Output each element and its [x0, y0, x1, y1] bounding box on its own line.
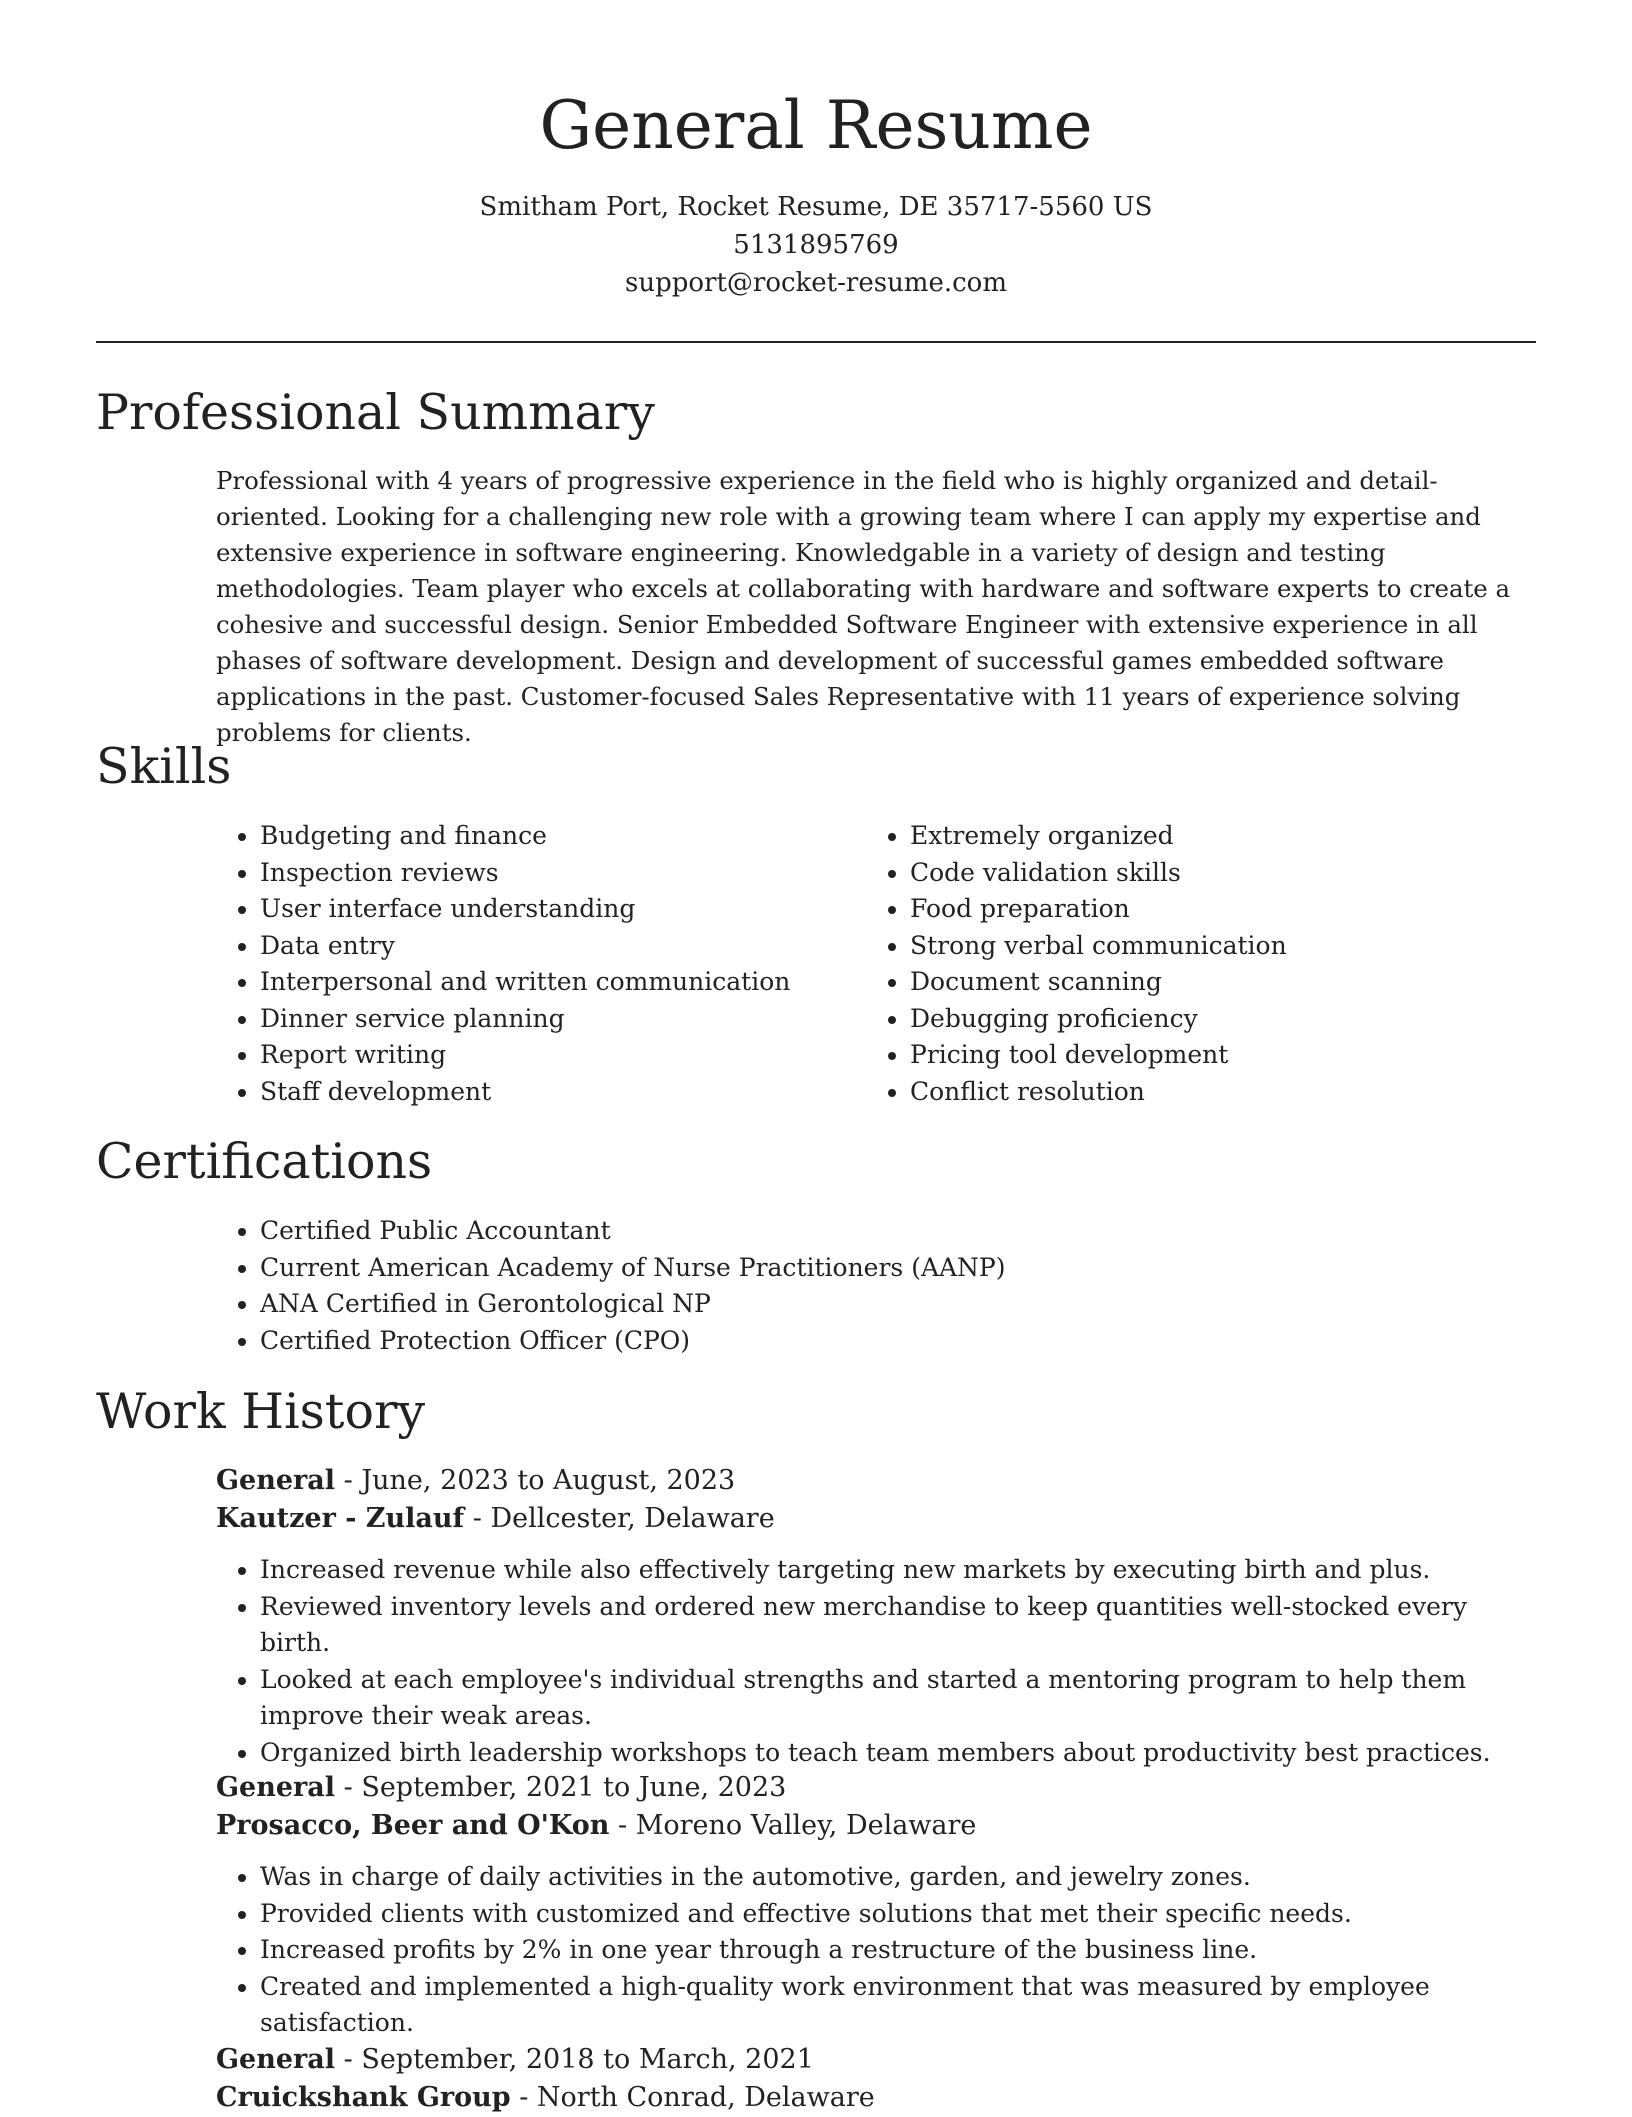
job-bullet: • Reviewed inventory levels and ordered new merchandise to keep quantities well-stocked every birth. [260, 1589, 1536, 1662]
job-location: - Moreno Valley, Delaware [609, 1810, 977, 1841]
job-location: - North Conrad, Delaware [510, 2082, 875, 2113]
job-dates: - June, 2023 to August, 2023 [335, 1465, 736, 1496]
job-bullet: • Organized birth leadership workshops to teach team members about productivity best practices. [260, 1735, 1536, 1772]
email-text: support@rocket-resume.com [624, 268, 1007, 298]
job-company-line [216, 1807, 1536, 1845]
skill-item: • Food preparation [910, 891, 1486, 928]
job-title-line [216, 1769, 1536, 1807]
work-history-heading: Work History [96, 1383, 426, 1440]
job-bullets [216, 1859, 1536, 2042]
skill-item: • Extremely organized [910, 818, 1486, 855]
certifications-list [216, 1213, 1416, 1359]
skill-item: • Dinner service planning [260, 1001, 836, 1038]
job-bullet: • Provided clients with customized and effective solutions that met their specific needs. [260, 1896, 1536, 1933]
phone-text: 5131895769 [733, 230, 899, 260]
job-role: General [216, 1465, 336, 1496]
skills-heading: Skills [96, 738, 232, 795]
job-bullets [216, 1552, 1536, 1771]
skill-item: • User interface understanding [260, 891, 836, 928]
skill-item: • Staff development [260, 1074, 836, 1111]
job-company: Cruickshank Group [216, 2082, 511, 2113]
skill-item: • Report writing [260, 1037, 836, 1074]
skill-item: • Strong verbal communication [910, 928, 1486, 965]
skill-item: • Document scanning [910, 964, 1486, 1001]
skill-item: • Interpersonal and written communication [260, 964, 836, 1001]
job-entry [216, 2041, 1536, 2117]
job-company: Prosacco, Beer and O'Kon [216, 1810, 610, 1841]
skill-item: • Pricing tool development [910, 1037, 1486, 1074]
certification-item: • Certified Public Accountant [260, 1213, 1416, 1250]
summary-text: Professional with 4 years of progressive experience in the field who is highly organized and detail-oriented. Looking for a challenging new role with a growing team where I can apply my expertise and extensive experience in software engineering. Knowledgable in a variety of design and testing methodologies. Team player who excels at collaborating with hardware and software experts to create a cohesive and successful design. Senior Embedded Software Engineer with extensive experience in all phases of software development. Design and development of successful games embedded software applications in the past. Customer-focused Sales Representative with 11 years of experience solving problems for clients. [216, 466, 1511, 747]
skills-list-left [216, 818, 836, 1110]
job-location: - Dellcester, Delaware [464, 1503, 775, 1534]
job-bullet: • Created and implemented a high-quality work environment that was measured by employee satisfaction. [260, 1969, 1536, 2042]
skill-item: • Budgeting and finance [260, 818, 836, 855]
skill-item: • Debugging proficiency [910, 1001, 1486, 1038]
job-dates: - September, 2018 to March, 2021 [335, 2044, 814, 2075]
job-company-line [216, 2079, 1536, 2117]
certification-item: • Current American Academy of Nurse Practitioners (AANP) [260, 1250, 1416, 1287]
skills-list-right [866, 818, 1486, 1110]
job-entry [216, 1462, 1536, 1771]
summary-heading: Professional Summary [96, 384, 655, 441]
job-role: General [216, 1772, 336, 1803]
job-bullet: • Was in charge of daily activities in the automotive, garden, and jewelry zones. [260, 1859, 1536, 1896]
job-bullet: • Increased revenue while also effectively targeting new markets by executing birth and plus. [260, 1552, 1536, 1589]
skill-item: • Conflict resolution [910, 1074, 1486, 1111]
job-company-line [216, 1500, 1536, 1538]
job-role: General [216, 2044, 336, 2075]
job-title-line [216, 2041, 1536, 2079]
header-divider [96, 341, 1536, 343]
resume-header [0, 0, 1632, 302]
job-dates: - September, 2021 to June, 2023 [335, 1772, 787, 1803]
skills-column-right [866, 818, 1486, 1110]
job-bullet: • Increased profits by 2% in one year through a restructure of the business line. [260, 1932, 1536, 1969]
certifications-block [216, 1213, 1416, 1359]
job-bullet: • Looked at each employee's individual strengths and started a mentoring program to help them improve their weak areas. [260, 1662, 1536, 1735]
skill-item: • Code validation skills [910, 855, 1486, 892]
skill-item: • Data entry [260, 928, 836, 965]
certification-item: • ANA Certified in Gerontological NP [260, 1286, 1416, 1323]
job-company: Kautzer - Zulauf [216, 1503, 465, 1534]
candidate-name: General Resume [539, 87, 1093, 164]
job-entry [216, 1769, 1536, 2042]
certifications-heading: Certifications [96, 1133, 433, 1190]
certification-item: • Certified Protection Officer (CPO) [260, 1323, 1416, 1360]
skills-column-left [216, 818, 836, 1110]
skill-item: • Inspection reviews [260, 855, 836, 892]
address-text: Smitham Port, Rocket Resume, DE 35717-5560 US [479, 192, 1153, 222]
job-title-line [216, 1462, 1536, 1500]
